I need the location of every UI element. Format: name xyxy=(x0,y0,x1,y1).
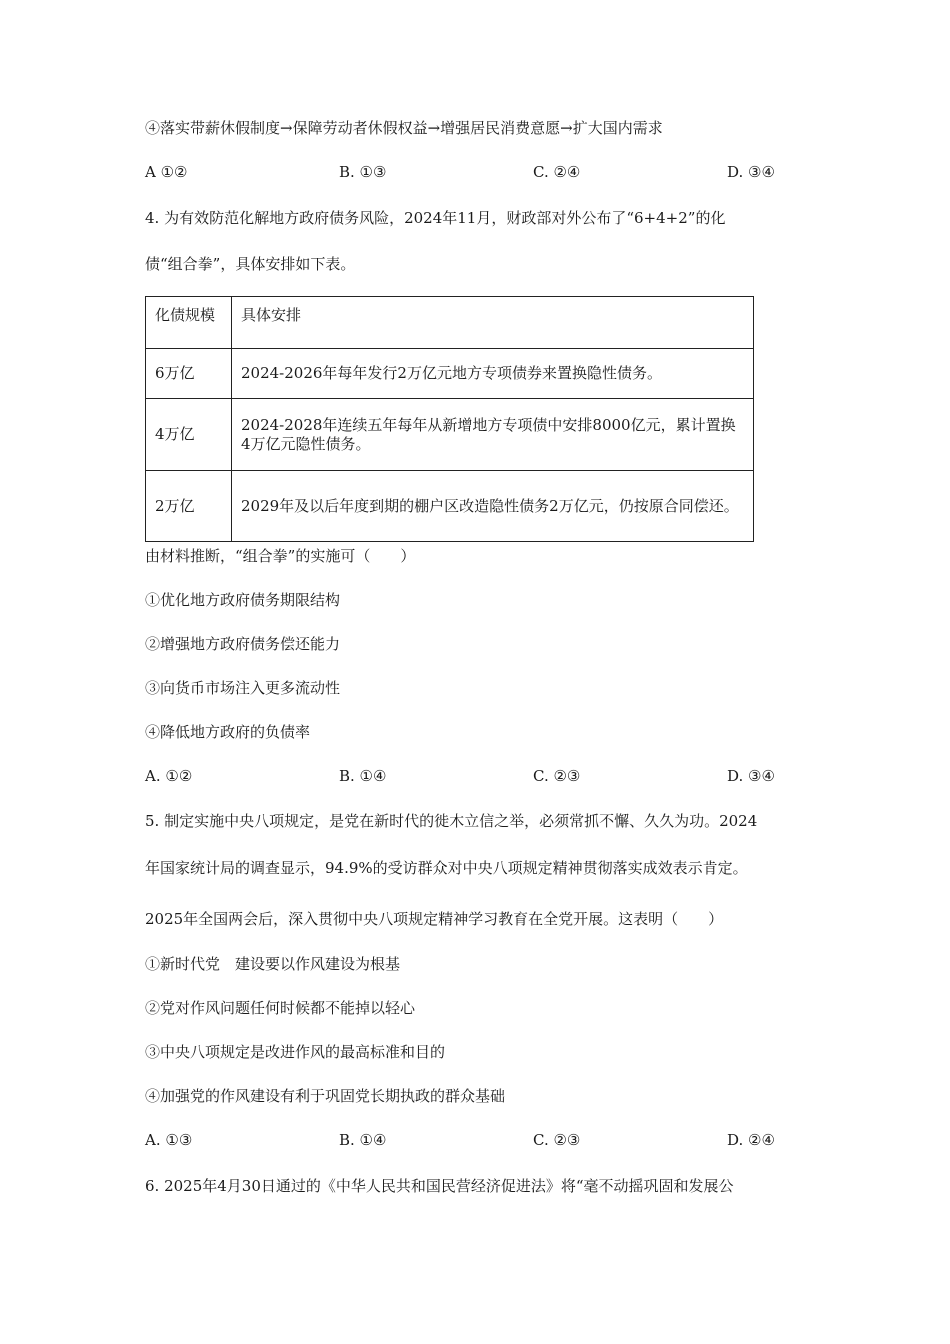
q5-statement-2: ②党对作风问题任何时候都不能掉以轻心 xyxy=(145,999,416,1017)
q5-option-a[interactable]: A. ①③ xyxy=(145,1131,193,1149)
q3-option-a[interactable]: A ①② xyxy=(145,163,188,181)
q4-statement-1: ①优化地方政府债务期限结构 xyxy=(145,591,341,609)
table-cell-scale: 6万亿 xyxy=(146,349,232,399)
table-header-scale: 化债规模 xyxy=(146,297,232,349)
debt-table xyxy=(145,296,754,542)
q5-stem-line-1: 5. 制定实施中央八项规定，是党在新时代的徙木立信之举，必须常抓不懈、久久为功。2024 xyxy=(145,812,758,830)
table-header-arrangement: 具体安排 xyxy=(232,297,754,349)
table-cell-arrangement: 2024-2026年每年发行2万亿元地方专项债券来置换隐性债务。 xyxy=(232,349,754,399)
q4-stem-line-1: 4. 为有效防范化解地方政府债务风险，2024年11月，财政部对外公布了“6+4+2”的化 xyxy=(145,209,726,227)
q5-statement-3: ③中央八项规定是改进作风的最高标准和目的 xyxy=(145,1043,446,1061)
q5-option-b[interactable]: B. ①④ xyxy=(339,1131,387,1149)
q4-statement-4: ④降低地方政府的负债率 xyxy=(145,723,311,741)
table-row xyxy=(146,399,754,471)
q5-option-d[interactable]: D. ②④ xyxy=(727,1131,775,1149)
q5-stem-line-2: 年国家统计局的调查显示，94.9%的受访群众对中央八项规定精神贯彻落实成效表示肯定。 xyxy=(145,859,748,877)
table-header-row xyxy=(146,297,754,349)
table-cell-scale: 2万亿 xyxy=(146,471,232,542)
q3-options xyxy=(145,162,825,182)
q4-option-d[interactable]: D. ③④ xyxy=(727,767,775,785)
q3-statement-4: ④落实带薪休假制度→保障劳动者休假权益→增强居民消费意愿→扩大国内需求 xyxy=(145,119,663,137)
table-row xyxy=(146,471,754,542)
q5-stem-line-3: 2025年全国两会后，深入贯彻中央八项规定精神学习教育在全党开展。这表明（ ） xyxy=(145,910,724,928)
q3-option-d[interactable]: D. ③④ xyxy=(727,163,775,181)
table-cell-scale: 4万亿 xyxy=(146,399,232,471)
q4-prompt: 由材料推断，“组合拳”的实施可（ ） xyxy=(145,547,416,565)
q4-option-a[interactable]: A. ①② xyxy=(145,767,193,785)
q3-option-c[interactable]: C. ②④ xyxy=(533,163,581,181)
table-cell-arrangement: 2024-2028年连续五年每年从新增地方专项债中安排8000亿元，累计置换4万亿元隐性债务。 xyxy=(232,399,754,471)
q4-statement-2: ②增强地方政府债务偿还能力 xyxy=(145,635,341,653)
table-cell-arrangement: 2029年及以后年度到期的棚户区改造隐性债务2万亿元，仍按原合同偿还。 xyxy=(232,471,754,542)
q5-option-c[interactable]: C. ②③ xyxy=(533,1131,581,1149)
q4-statement-3: ③向货币市场注入更多流动性 xyxy=(145,679,341,697)
q5-statement-4: ④加强党的作风建设有利于巩固党长期执政的群众基础 xyxy=(145,1087,506,1105)
q4-stem-line-2: 债“组合拳”，具体安排如下表。 xyxy=(145,255,356,273)
q3-option-b[interactable]: B. ①③ xyxy=(339,163,387,181)
table-row xyxy=(146,349,754,399)
q4-option-b[interactable]: B. ①④ xyxy=(339,767,387,785)
q5-options xyxy=(145,1130,825,1150)
q5-statement-1: ①新时代党 建设要以作风建设为根基 xyxy=(145,955,401,973)
q6-stem-line-1: 6. 2025年4月30日通过的《中华人民共和国民营经济促进法》将“毫不动摇巩固和发展公 xyxy=(145,1177,734,1195)
q4-option-c[interactable]: C. ②③ xyxy=(533,767,581,785)
q4-options xyxy=(145,766,825,786)
